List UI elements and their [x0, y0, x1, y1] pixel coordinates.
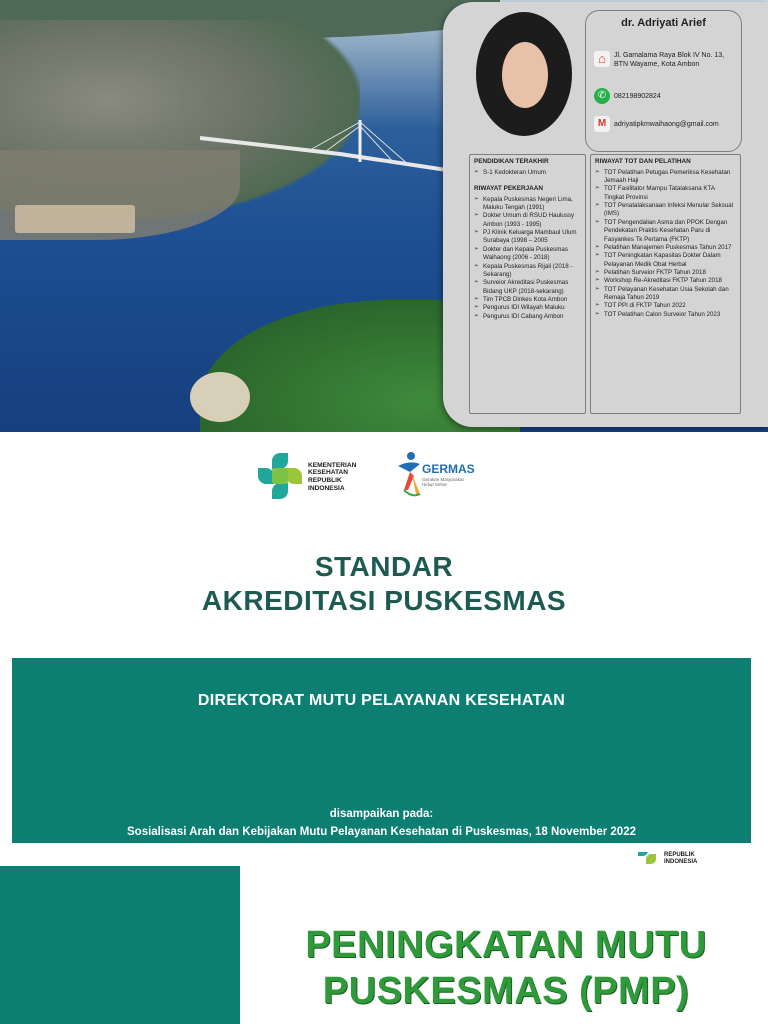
bridge-image: [200, 120, 460, 180]
email-row: [594, 116, 719, 132]
directorate-text: DIREKTORAT MUTU PELAYANAN KESEHATAN: [197, 692, 566, 709]
list-item: ➢ Dokter Umum di RSUD Haulussy Ambon (1993 - 1995): [474, 212, 581, 229]
port-area: [15, 205, 135, 233]
list-item: ➢ TOT Pengendalian Asma dan PPOK Dengan Pendekatan Praktis Kesehatan Paru di Fasyankes Tk Pertama (FKTP): [595, 219, 736, 244]
cv-slide: [0, 0, 768, 432]
training-panel: [590, 154, 741, 414]
address-row: [594, 51, 734, 70]
slide-title: [0, 550, 768, 618]
cv-name: dr. Adriyati Arief: [621, 17, 706, 29]
event-text: Sosialisasi Arah dan Kebijakan Mutu Pelayanan Kesehatan di Puskesmas, 18 November 2022: [127, 826, 636, 838]
germas-logo: [394, 450, 484, 504]
list-item: ➢ Surveior Akreditasi Puskesmas Bidang UKP (2018-sekarang): [474, 279, 581, 296]
email-text: adriyatipkmwaihaong@gmail.com: [614, 121, 719, 128]
list-item: ➢ Kepala Puskesmas Negeri Lima, Maluku Tengah (1991): [474, 196, 581, 213]
delivered-at-text: disampaikan pada:: [329, 808, 434, 820]
kemenkes-small-logo: [636, 852, 726, 866]
work-heading: RIWAYAT PEKERJAAN: [474, 185, 544, 192]
home-icon: ⌂: [594, 51, 610, 67]
list-item: ➢ TOT Peningkatan Kapasitas Dokter Dalam Pelayanan Medik Obat Herbal: [595, 252, 736, 269]
whatsapp-icon: ✆: [594, 88, 610, 104]
education-heading: PENDIDIKAN TERAKHIR: [474, 158, 549, 165]
list-item: ➢ TOT Fasilitator Mampu Tatalaksana KTA Tingkat Provinsi: [595, 185, 736, 202]
kemenkes-logo: [258, 452, 378, 502]
phone-row: [594, 88, 661, 104]
mail-icon: M: [594, 116, 610, 132]
kemenkes-small-mark-icon: [636, 852, 660, 866]
germas-subtext: Gerakan Masyarakat Hidup Sehat: [422, 477, 464, 487]
kemenkes-text: KEMENTERIAN KESEHATAN REPUBLIK INDONESIA: [308, 461, 357, 492]
title-line-1: STANDAR: [314, 551, 454, 582]
pmp-title-line-1: PENINGKATAN MUTU: [305, 924, 707, 966]
list-item: ➢ Workshop Re-Akreditasi FKTP Tahun 2018: [595, 277, 736, 285]
list-item: ➢ Pengurus IDI Cabang Ambon: [474, 313, 581, 321]
beach: [190, 372, 250, 422]
address-text: Jl. Gamalama Raya Blok IV No. 13, BTN Wayame, Kota Ambon: [614, 52, 725, 69]
contact-box: [585, 10, 742, 152]
list-item: ➢ Tim TPCB Dinkes Kota Ambon: [474, 296, 581, 304]
list-item: ➢ PJ Klinik Keluarga Mambaul Ulum Surabaya (1998 – 2005: [474, 229, 581, 246]
title-slide: [0, 432, 768, 852]
work-list: [474, 196, 581, 321]
pmp-slide: [0, 852, 768, 1024]
kemenkes-mark-icon: [258, 453, 302, 501]
training-heading: RIWAYAT TOT DAN PELATIHAN: [595, 158, 691, 165]
list-item: ➢ Pengurus IDI Wilayah Maluku: [474, 304, 581, 312]
list-item: ➢ Dokter dan Kepala Puskesmas Waihaong (2006 - 2018): [474, 246, 581, 263]
germas-text: GERMAS: [422, 462, 475, 476]
pmp-title-line-2: PUSKESMAS (PMP): [322, 970, 690, 1012]
list-item: ➢ TOT Pelayanan Kesehatan Usia Sekolah dan Remaja Tahun 2019: [595, 286, 736, 303]
list-item: ➢ Pelatihan Surveior FKTP Tahun 2018: [595, 269, 736, 277]
teal-accent-block: [0, 866, 240, 1024]
profile-photo: [476, 12, 572, 136]
education-list: [474, 169, 581, 177]
list-item: ➢ TOT PPI di FKTP Tahun 2022: [595, 302, 736, 310]
title-line-2: AKREDITASI PUSKESMAS: [201, 585, 567, 616]
list-item: ➢ Pelatihan Manajemen Puskesmas Tahun 2017: [595, 244, 736, 252]
subtitle-box: [12, 658, 751, 843]
list-item: ➢ TOT Pelatihan Petugas Pemeriksa Kesehatan Jemaah Haji: [595, 169, 736, 186]
list-item: ➢ Kepala Puskesmas Rijali (2018 - Sekarang): [474, 263, 581, 280]
list-item: ➢ TOT Penatalaksanaan Infeksi Menular Seksual (IMS): [595, 202, 736, 219]
education-work-panel: [469, 154, 586, 414]
list-item: ➢ TOT Pelatihan Calon Surveior Tahun 2023: [595, 311, 736, 319]
pmp-title: [256, 922, 756, 1014]
phone-text: 082198902824: [614, 93, 661, 100]
training-list: [595, 169, 736, 319]
kemenkes-small-text: REPUBLIK INDONESIA: [664, 852, 698, 865]
list-item: ➢ S-1 Kedokteran Umum: [474, 169, 581, 177]
germas-figure-icon: [394, 450, 424, 500]
